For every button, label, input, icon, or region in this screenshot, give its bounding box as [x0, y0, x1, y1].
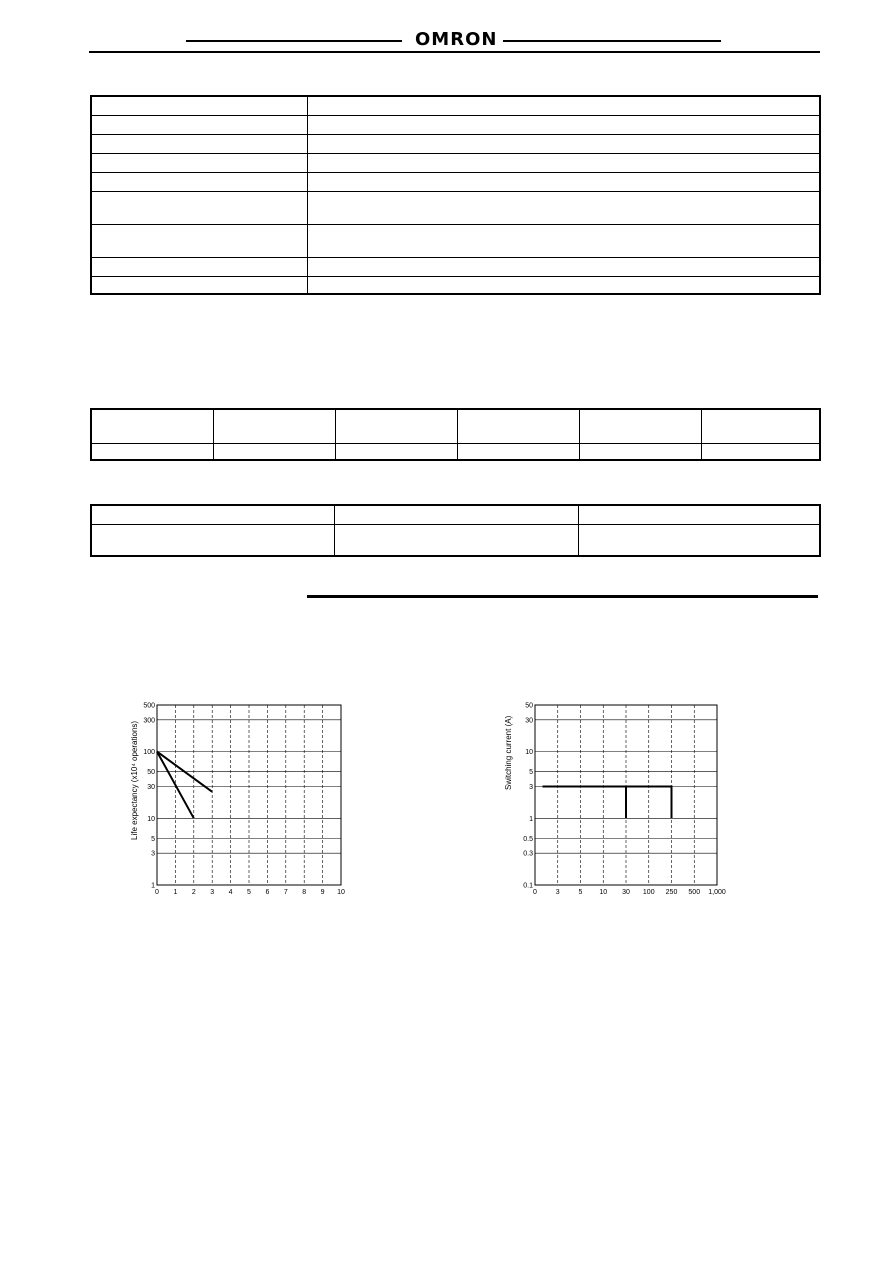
table-cell	[214, 409, 336, 443]
table-cell	[308, 115, 821, 134]
table-cell	[91, 96, 308, 115]
table-cell	[91, 276, 308, 294]
x-tick-label: 5	[247, 889, 251, 896]
table-row	[91, 224, 820, 257]
table-cell	[336, 443, 458, 460]
table-row	[91, 276, 820, 294]
x-tick-label: 0	[533, 889, 537, 896]
x-tick-label: 30	[622, 889, 630, 896]
table-cell	[580, 409, 702, 443]
x-tick-label: 250	[665, 889, 678, 896]
y-tick-label: 30	[147, 783, 155, 791]
table-cell	[308, 153, 821, 172]
table-cell	[335, 524, 579, 556]
table-cell	[335, 505, 579, 524]
y-tick-label: 5	[151, 835, 155, 843]
y-tick-label: 10	[525, 749, 533, 757]
table-row	[91, 134, 820, 153]
y-tick-label: 50	[525, 702, 533, 710]
table-row	[91, 505, 820, 524]
table-row	[91, 96, 820, 115]
table-row	[91, 443, 820, 460]
chart2-ylabel: Switching current (A)	[504, 715, 513, 790]
y-tick-label: 3	[529, 783, 533, 791]
table-cell	[308, 134, 821, 153]
x-tick-label: 0	[155, 889, 159, 896]
table-cell	[579, 505, 821, 524]
x-tick-label: 10	[599, 889, 608, 896]
table-cell	[579, 524, 821, 556]
x-tick-label: 3	[210, 889, 215, 896]
y-tick-label: 5	[529, 769, 533, 777]
x-tick-label: 500	[688, 889, 701, 896]
y-tick-label: 1	[151, 882, 155, 890]
table-cell	[214, 443, 336, 460]
y-tick-label: 0.5	[523, 835, 533, 843]
table-cell	[91, 115, 308, 134]
x-tick-label: 10	[337, 889, 345, 896]
table-row	[91, 115, 820, 134]
table-cell	[702, 409, 821, 443]
table-cell	[308, 96, 821, 115]
x-tick-label: 100	[642, 889, 655, 896]
switching-current-chart	[515, 697, 730, 902]
table-row	[91, 257, 820, 276]
header-rule-bottom	[89, 51, 820, 53]
x-tick-label: 4	[228, 889, 233, 896]
table-cell	[458, 443, 580, 460]
y-tick-label: 300	[143, 717, 155, 725]
table-cell	[91, 443, 214, 460]
section-rule	[307, 595, 818, 598]
table-cell	[91, 505, 335, 524]
series-line	[543, 786, 626, 818]
spec-table	[90, 95, 821, 295]
y-tick-label: 100	[143, 749, 155, 757]
x-tick-label: 9	[320, 889, 325, 896]
series-line	[543, 786, 672, 818]
table-cell	[91, 524, 335, 556]
chart1-ylabel: Life expectancy (x10⁴ operations)	[130, 720, 139, 840]
table-cell	[91, 153, 308, 172]
table-cell	[336, 409, 458, 443]
x-tick-label: 7	[283, 889, 288, 896]
table-cell	[91, 409, 214, 443]
table-row	[91, 191, 820, 224]
table-cell	[308, 276, 821, 294]
x-tick-label: 5	[578, 889, 583, 896]
table-row	[91, 409, 820, 443]
x-tick-label: 8	[302, 889, 307, 896]
table-cell	[91, 224, 308, 257]
x-tick-label: 6	[265, 889, 270, 896]
table-cell	[91, 172, 308, 191]
y-tick-label: 0.3	[523, 850, 533, 858]
table-cell	[308, 172, 821, 191]
table-cell	[91, 134, 308, 153]
table-cell	[308, 224, 821, 257]
x-tick-label: 2	[191, 889, 196, 896]
table-cell	[580, 443, 702, 460]
y-tick-label: 1	[529, 815, 533, 823]
x-tick-label: 3	[555, 889, 560, 896]
ratings-table	[90, 408, 821, 461]
table-cell	[91, 191, 308, 224]
y-tick-label: 10	[147, 815, 155, 823]
y-tick-label: 50	[147, 769, 155, 777]
table-cell	[308, 257, 821, 276]
table-cell	[91, 257, 308, 276]
y-tick-label: 3	[151, 850, 155, 858]
table-row	[91, 524, 820, 556]
y-tick-label: 500	[143, 702, 155, 710]
x-tick-label: 1,000	[708, 889, 726, 896]
table-cell	[308, 191, 821, 224]
y-tick-label: 30	[525, 717, 533, 725]
small-table	[90, 504, 821, 557]
table-cell	[702, 443, 821, 460]
header-rule-left	[186, 40, 402, 42]
x-tick-label: 1	[173, 889, 178, 896]
table-row	[91, 153, 820, 172]
header-rule-right	[503, 40, 721, 42]
table-row	[91, 172, 820, 191]
y-tick-label: 0.1	[523, 882, 533, 890]
table-cell	[458, 409, 580, 443]
brand-logo: OMRON	[415, 29, 498, 50]
life-expectancy-chart	[140, 697, 355, 902]
